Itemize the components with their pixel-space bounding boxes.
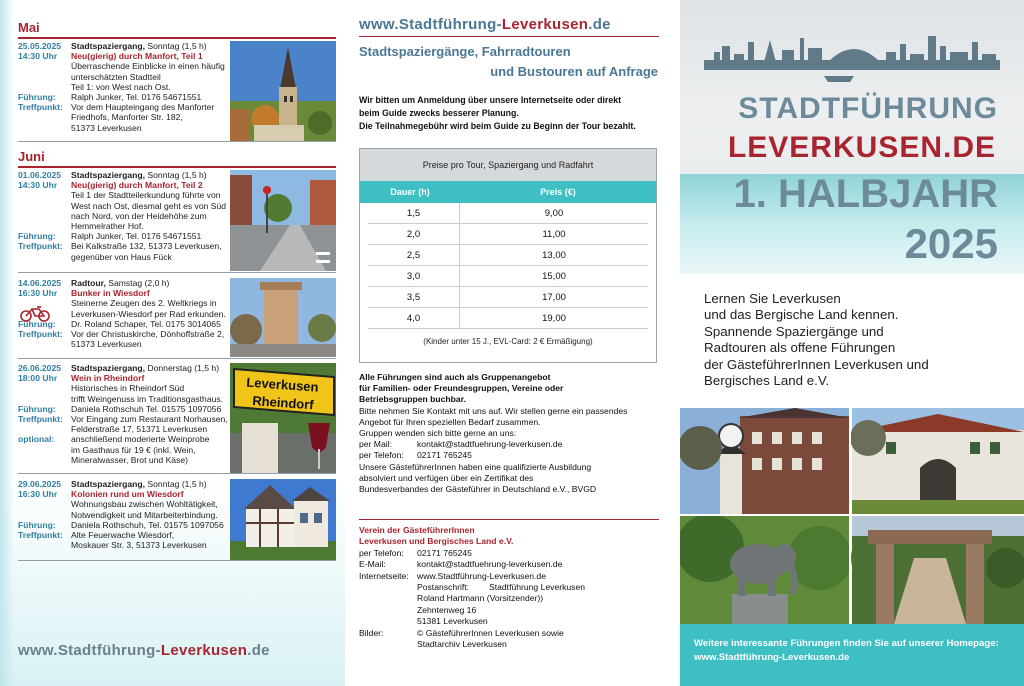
event-row (18, 339, 230, 349)
event-label: 01.06.2025 (18, 170, 62, 180)
event-detail: gegenüber von Haus Fück (71, 251, 172, 262)
event-type: Stadtspaziergang, (71, 479, 146, 489)
intro-line: Lernen Sie Leverkusen (704, 291, 841, 306)
event-item (18, 168, 336, 273)
group-contact-phone (359, 450, 664, 461)
price-table-header (360, 181, 656, 203)
event-title: Neu(gierig) durch Manfort, Teil 1 (71, 51, 203, 62)
spacer (359, 593, 417, 604)
event-description: West nach Ost, diesmal geht es von Süd (71, 200, 227, 211)
association-web (359, 571, 664, 582)
event-value (71, 319, 230, 329)
event-label: Treffpunkt: (18, 530, 63, 541)
event-value (71, 221, 230, 231)
rheindorf-sign-photo (230, 363, 336, 473)
event-detail: Mineralwasser, Brot und Käse) (71, 454, 189, 465)
event-label: 16:30 Uhr (18, 489, 58, 500)
event-value (71, 414, 230, 424)
intro-line: Bergisches Land e.V. (704, 373, 830, 389)
event-value (71, 72, 230, 82)
event-value (71, 180, 230, 190)
event-value (71, 479, 230, 489)
event-title: Bunker in Wiesdorf (71, 288, 150, 299)
event-type: Radtour, (71, 278, 106, 288)
event-detail: Daniela Rothschuh Tel. 01575 1097056 (71, 403, 222, 414)
event-label: 25.05.2025 (18, 41, 62, 51)
cover-intro-text (704, 291, 1004, 389)
event-type: Stadtspaziergang, (71, 170, 146, 180)
event-row (18, 383, 230, 393)
cover-title-year: 2025 (904, 220, 998, 267)
event-value (71, 61, 230, 71)
event-label (18, 201, 71, 211)
event-row (18, 51, 230, 61)
event-row (18, 445, 230, 455)
price-duration-cell: 3,0 (368, 266, 460, 286)
event-row (18, 102, 230, 112)
month-heading-june: Juni (18, 149, 45, 164)
event-row (18, 221, 230, 231)
post-line: 51381 Leverkusen (417, 616, 488, 627)
group-text-line: Bitte nehmen Sie Kontakt mit uns auf. Wir stellen gerne ein passendes (359, 405, 628, 416)
column-header-price: Preis (€) (540, 187, 576, 197)
event-value (71, 499, 230, 509)
intro-line: Die Teilnahmegebühr wird beim Guide zu Beginn der Tour bezahlt. (359, 121, 636, 131)
group-offer-line: Alle Führungen sind auch als Gruppenangebot (359, 372, 551, 382)
post-row (359, 616, 664, 627)
price-duration-cell: 3,5 (368, 287, 460, 307)
price-value-cell: 19,00 (542, 313, 566, 324)
event-text (18, 363, 230, 465)
qualification-line: absolviert und verfügen über ein Zertifikat des (359, 472, 534, 483)
qualification-line: Unsere GästeführerInnen haben eine qualifizierte Ausbildung (359, 461, 592, 472)
event-label: 14:30 Uhr (18, 51, 58, 62)
panel-events (0, 0, 345, 686)
event-value (71, 424, 230, 434)
group-offer-section (359, 372, 664, 495)
event-value (71, 434, 230, 444)
credit-line: Stadtarchiv Leverkusen (417, 639, 507, 650)
event-description: trifft Weingenuss im Traditionsgasthaus. (71, 393, 224, 404)
event-row (18, 170, 230, 180)
event-value (71, 445, 230, 455)
event-value (71, 170, 230, 180)
event-row (18, 424, 230, 434)
event-row (18, 72, 230, 82)
price-duration-cell: 1,5 (368, 203, 460, 223)
contact-label: E-Mail: (359, 559, 386, 570)
event-detail: im Gasthaus für 19 € (inkl. Wein, (71, 444, 196, 455)
homepage-banner-text: Weitere interessante Führungen finden Sie auf unserer Homepage: (694, 638, 999, 649)
event-value (71, 455, 230, 465)
event-day: Donnerstag (1,5 h) (145, 363, 220, 373)
event-row (18, 404, 230, 414)
spacer (359, 605, 417, 616)
event-label (18, 221, 71, 231)
credit-line: © GästeführerInnen Leverkusen sowie (417, 627, 564, 638)
post-line: Roland Hartmann (Vorsitzender)) (417, 593, 544, 604)
event-value (71, 530, 230, 540)
price-value-cell: 11,00 (542, 229, 566, 240)
half-timbered-house-photo (230, 479, 336, 560)
event-value (71, 211, 230, 221)
event-label (18, 540, 71, 550)
contact-label: Internetseite: (359, 570, 409, 581)
event-row (18, 363, 230, 373)
url-part: www.Stadtführung- (359, 16, 502, 33)
event-description: Wohnungsbau zwischen Wohltätigkeit, (71, 499, 218, 510)
event-description: Teil 1: von West nach Ost. (71, 81, 171, 92)
post-line: Zehntenweg 16 (417, 604, 477, 615)
contact-label: per Telefon: (359, 450, 404, 461)
event-label (18, 112, 71, 122)
event-value (71, 309, 230, 319)
group-text-line: Angebot für Ihren speziellen Bedarf zusammen. (359, 416, 541, 427)
association-post (359, 582, 664, 593)
event-label (18, 499, 71, 509)
event-description: Hemmelrather Hof. (71, 221, 144, 232)
contact-web-link[interactable]: www.Stadtführung-Leverkusen.de (417, 570, 546, 581)
spacer (359, 639, 417, 650)
event-row (18, 510, 230, 520)
registration-note (359, 94, 664, 133)
event-detail: Ralph Junker, Tel. 0176 54671551 (71, 231, 202, 242)
cover-title-line-1: STADTFÜHRUNG (738, 92, 998, 125)
event-value (71, 339, 230, 349)
event-value (71, 298, 230, 308)
homepage-banner-link[interactable]: www.Stadtführung-Leverkusen.de (694, 652, 850, 663)
event-label: 14:30 Uhr (18, 180, 58, 191)
url-part: www.Stadtführung- (18, 642, 161, 659)
event-value (71, 51, 230, 61)
event-description: unterschätzten Stadtteil (71, 71, 161, 82)
event-value (71, 288, 230, 298)
event-value (71, 201, 230, 211)
price-duration-cell: 2,5 (368, 245, 460, 265)
event-day: Sonntag (1,5 h) (145, 479, 207, 489)
intro-line: der GästeführerInnen Leverkusen und (704, 356, 929, 372)
event-description: Steinerne Zeugen des 2. Weltkriegs in (71, 298, 217, 309)
event-title: Wein in Rheindorf (71, 373, 145, 384)
bunker-photo (230, 278, 336, 357)
event-row (18, 530, 230, 540)
event-row (18, 82, 230, 92)
url-part: Leverkusen (501, 16, 589, 33)
event-label (18, 72, 71, 82)
price-value-cell: 9,00 (544, 208, 564, 219)
event-label: 18:00 Uhr (18, 373, 58, 384)
stone-archway-photo (852, 516, 1024, 624)
event-value (71, 363, 230, 373)
price-value-cell: 13,00 (542, 250, 566, 261)
event-value (71, 231, 230, 241)
event-detail: Vor Eingang zum Restaurant Norhausen, (71, 414, 228, 425)
contact-phone-value: 02171 765245 (417, 450, 472, 461)
url-part: .de (247, 642, 270, 659)
image-credits (359, 628, 664, 639)
event-text (18, 170, 230, 262)
event-row (18, 373, 230, 383)
event-label: 14.06.2025 (18, 278, 62, 288)
event-value (71, 383, 230, 393)
gatehouse-photo (850, 408, 1024, 514)
association-contact (359, 525, 664, 650)
panel-prices (345, 0, 680, 686)
event-detail: Moskauer Str. 3, 51373 Leverkusen (71, 540, 207, 551)
event-label (18, 424, 71, 434)
event-label: 29.06.2025 (18, 479, 62, 489)
event-value (71, 540, 230, 550)
event-row (18, 190, 230, 200)
contact-label: per Telefon: (359, 547, 404, 558)
event-row (18, 112, 230, 122)
panel-cover (680, 0, 1024, 686)
subtitle-line-1: Stadtspaziergänge, Fahrradtouren (359, 44, 571, 59)
event-label (18, 339, 71, 349)
event-row (18, 61, 230, 71)
event-label (18, 190, 71, 200)
event-row (18, 41, 230, 51)
contact-label: per Mail: (359, 439, 392, 450)
event-value (71, 123, 230, 133)
event-detail: Bei Kalkstraße 132, 51373 Leverkusen, (71, 241, 222, 252)
event-detail: Daniela Rothschuh, Tel. 01575 1097056 (71, 519, 224, 530)
post-row (359, 593, 664, 604)
intro-line: Radtouren als offene Führungen (704, 340, 896, 356)
event-row (18, 123, 230, 133)
event-row (18, 329, 230, 339)
association-title: Verein der GästeführerInnen (359, 525, 475, 535)
event-row (18, 434, 230, 444)
price-table-row (368, 245, 648, 266)
event-title: Kolonien rund um Wiesdorf (71, 489, 184, 500)
subtitle-line-2: und Bustouren auf Anfrage (490, 64, 658, 79)
url-part: .de (588, 16, 611, 33)
intro-line: Spannende Spaziergänge und (704, 323, 884, 339)
event-label (18, 82, 71, 92)
event-label (18, 383, 71, 393)
event-value (71, 92, 230, 102)
association-mail (359, 559, 664, 570)
contact-phone-value: 02171 765245 (417, 547, 472, 558)
header-divider (359, 36, 659, 37)
association-phone (359, 548, 664, 559)
spacer (359, 582, 417, 593)
event-description: nach Nord, von der Heidehöhe zum (71, 210, 207, 221)
section-divider (359, 519, 659, 520)
event-text (18, 41, 230, 133)
event-row (18, 92, 230, 102)
event-description: Überraschende Einblicke in einen häufig (71, 61, 225, 72)
event-row (18, 252, 230, 262)
footer-website-link[interactable] (18, 642, 270, 659)
spacer (359, 616, 417, 627)
event-label: Führung: (18, 403, 56, 414)
event-row (18, 520, 230, 530)
price-duration-cell: 2,0 (368, 224, 460, 244)
price-discount-note: (Kinder unter 15 J., EVL-Card: 2 € Ermäßigung) (423, 337, 593, 346)
intro-line: Wir bitten um Anmeldung über unsere Internetseite oder direkt (359, 95, 622, 105)
price-table-row (368, 224, 648, 245)
event-value (71, 373, 230, 383)
event-label: Führung: (18, 231, 56, 242)
group-contact-mail (359, 439, 664, 450)
event-item (18, 477, 336, 561)
credit-row (359, 639, 664, 650)
month-heading-may: Mai (18, 20, 40, 35)
intro-line: und das Bergische Land kennen. (704, 307, 899, 323)
contact-mail-link[interactable]: kontakt@stadtfuehrung-leverkusen.de (417, 439, 563, 450)
event-label (18, 211, 71, 221)
event-value (71, 278, 230, 288)
group-offer-line: Betriebsgruppen buchbar. (359, 394, 466, 405)
association-title: Leverkusen und Bergisches Land e.V. (359, 536, 514, 547)
event-label (18, 123, 71, 133)
event-row (18, 180, 230, 190)
event-item (18, 276, 336, 359)
price-table (359, 148, 657, 363)
event-detail: Friedhofs, Manforter Str. 182, (71, 112, 183, 123)
event-detail: Felderstraße 17, 51371 Leverkusen (71, 424, 208, 435)
qualification-line: Bundesverbandes der Gästeführer in Deutschland e.V., BVGD (359, 484, 597, 495)
event-title: Neu(gierig) durch Manfort, Teil 2 (71, 180, 203, 191)
sign-text-leverkusen: Leverkusen (245, 374, 320, 395)
contact-label: Bilder: (359, 627, 384, 638)
event-label (18, 455, 71, 465)
group-offer-line: für Familien- oder Freundesgruppen, Vereine oder (359, 383, 564, 394)
event-label: Treffpunkt: (18, 329, 63, 340)
event-label (18, 445, 71, 455)
event-value (71, 520, 230, 530)
price-table-row (368, 266, 648, 287)
event-description: Historisches in Rheindorf Süd (71, 383, 185, 394)
event-label: Führung: (18, 318, 56, 329)
event-day: Samstag (2,0 h) (105, 278, 170, 288)
cover-title-line-2: LEVERKUSEN.DE (727, 131, 996, 164)
event-row (18, 394, 230, 404)
event-value (71, 112, 230, 122)
event-label (18, 61, 71, 71)
event-row (18, 540, 230, 550)
contact-label: Postanschrift: (417, 582, 470, 593)
event-description: Leverkusen-Wiesdorf per Rad erkunden. (71, 308, 226, 319)
event-detail: Ralph Junker, Tel. 0176 54671551 (71, 92, 202, 103)
price-value-cell: 17,00 (542, 292, 566, 303)
event-label (18, 394, 71, 404)
event-row (18, 288, 230, 298)
price-value-cell: 15,00 (542, 271, 566, 282)
event-value (71, 82, 230, 92)
homepage-banner (680, 624, 1024, 686)
event-value (71, 394, 230, 404)
clock-building-photo (680, 408, 850, 514)
url-part: Leverkusen (160, 642, 248, 659)
event-label: optional: (18, 434, 55, 445)
street-photo (230, 170, 336, 271)
elephant-statue-photo (680, 514, 852, 624)
event-type: Stadtspaziergang, (71, 41, 146, 51)
event-value (71, 41, 230, 51)
event-detail: Alte Feuerwache Wiesdorf, (71, 530, 175, 541)
intro-line: beim Guide zwecks besserer Planung. (359, 108, 519, 118)
group-text-line: Gruppen wenden sich bitte gerne an uns: (359, 428, 517, 439)
event-description: Teil 1 der Stadtteilerkundung führte von (71, 190, 221, 201)
event-row (18, 278, 230, 288)
event-row (18, 241, 230, 251)
event-row (18, 211, 230, 221)
event-detail: anschließend moderierte Weinprobe (71, 434, 210, 445)
event-row (18, 455, 230, 465)
event-day: Sonntag (1,5 h) (145, 170, 207, 180)
event-label (18, 252, 71, 262)
event-label: 26.06.2025 (18, 363, 62, 373)
event-row (18, 499, 230, 509)
cover-photo-collage (680, 408, 1024, 624)
price-table-row (368, 203, 648, 224)
sign-text-rheindorf: Rheindorf (251, 393, 315, 413)
event-row (18, 201, 230, 211)
event-row (18, 231, 230, 241)
price-table-body (360, 203, 656, 329)
event-detail: 51373 Leverkusen (71, 339, 142, 350)
event-value (71, 252, 230, 262)
event-item (18, 361, 336, 474)
event-detail: Vor der Christuskirche, Dönhoffstraße 2, (71, 329, 225, 340)
event-value (71, 489, 230, 499)
bicycle-icon (20, 306, 50, 322)
price-table-caption: Preise pro Tour, Spaziergang und Radfahrt (360, 149, 656, 181)
event-detail: 51373 Leverkusen (71, 122, 142, 133)
event-detail: Vor dem Haupteingang des Manforter (71, 102, 215, 113)
event-label: Treffpunkt: (18, 241, 63, 252)
cover-title-line-3: 1. HALBJAHR (733, 172, 998, 216)
price-duration-cell: 4,0 (368, 308, 460, 328)
post-line: Stadtführung Leverkusen (489, 582, 586, 593)
event-value (71, 102, 230, 112)
church-photo (230, 41, 336, 141)
header-website-link[interactable] (359, 16, 611, 33)
event-label: Führung: (18, 92, 56, 103)
event-label: Treffpunkt: (18, 102, 63, 113)
event-value (71, 510, 230, 520)
event-label: 16:30 Uhr (18, 288, 58, 299)
event-day: Sonntag (1,5 h) (145, 41, 207, 51)
price-table-row (368, 287, 648, 308)
post-row (359, 605, 664, 616)
event-label: Treffpunkt: (18, 414, 63, 425)
skyline-logo (704, 30, 1000, 86)
event-label: Führung: (18, 519, 56, 530)
event-value (71, 329, 230, 339)
event-row (18, 479, 230, 489)
event-row (18, 489, 230, 499)
contact-mail-link[interactable]: kontakt@stadtfuehrung-leverkusen.de (417, 559, 563, 570)
event-item (18, 39, 336, 142)
column-header-duration: Dauer (h) (390, 187, 430, 197)
event-value (71, 241, 230, 251)
price-table-row (368, 308, 648, 329)
event-type: Stadtspaziergang, (71, 363, 146, 373)
event-value (71, 404, 230, 414)
event-description: Notwendigkeit und Mitarbeiterbindung. (71, 509, 218, 520)
event-label (18, 510, 71, 520)
event-detail: Dr. Roland Schaper, Tel. 0175 3014065 (71, 318, 221, 329)
event-text (18, 479, 230, 550)
event-row (18, 414, 230, 424)
event-value (71, 190, 230, 200)
